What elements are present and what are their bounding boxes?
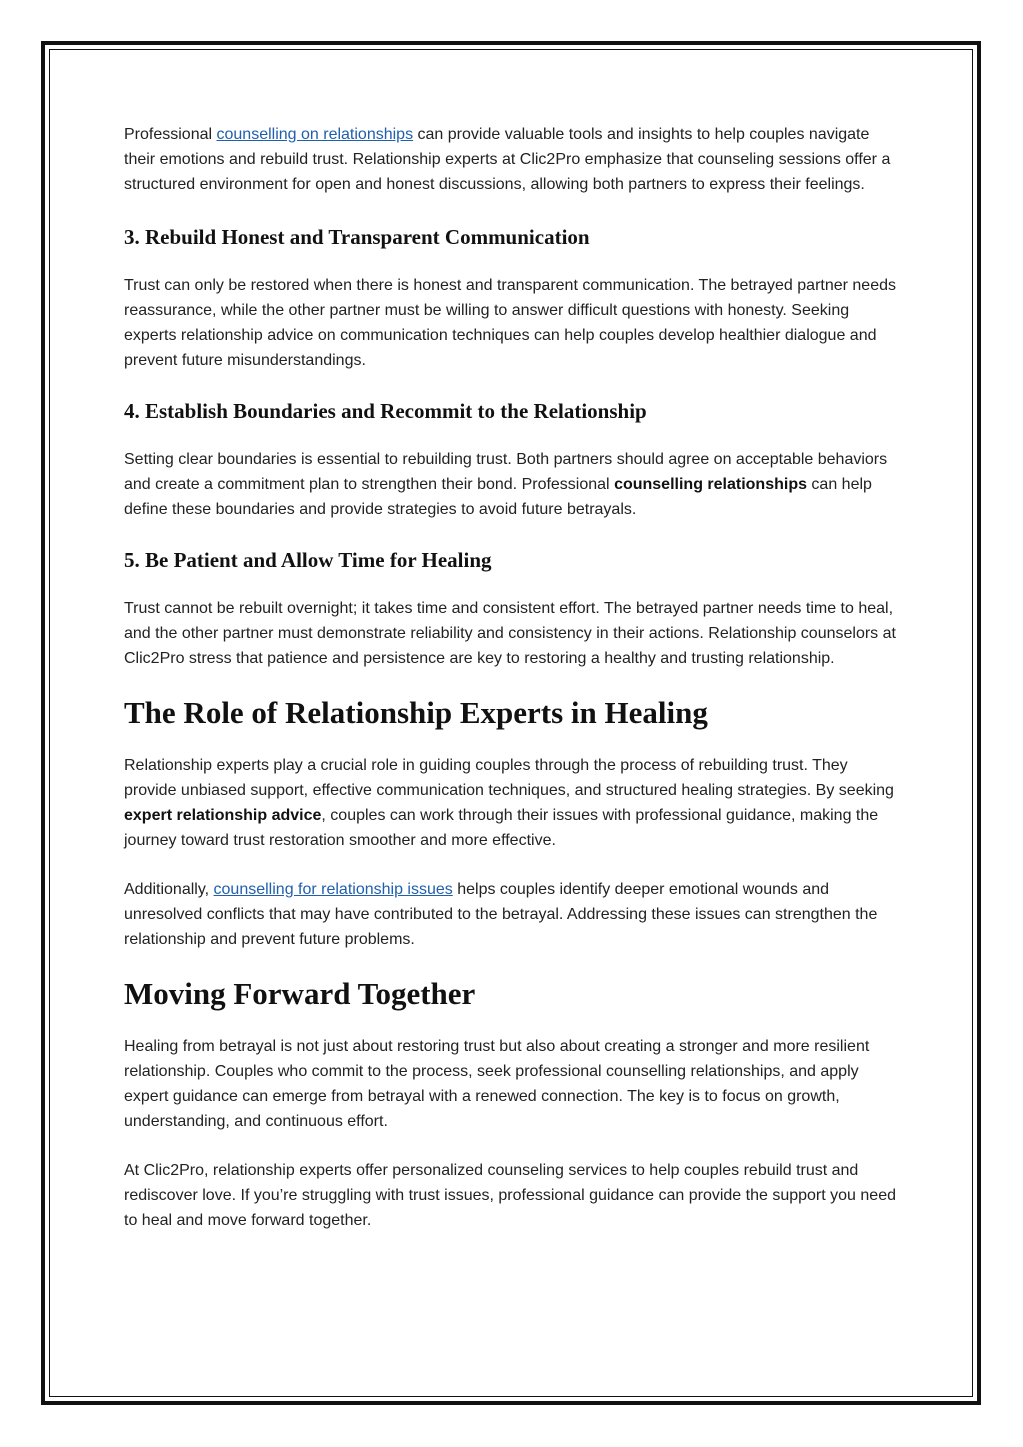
heading-establish-boundaries: 4. Establish Boundaries and Recommit to the Relationship (124, 399, 647, 423)
paragraph-boundaries: Setting clear boundaries is essential to rebuilding trust. Both partners should agree on acceptable behaviors and create a commitment plan to strengthen their bond. Professional counselling relationships can help define these boundaries and provide strategies to avoid future betrayals. (124, 451, 888, 518)
paragraph-healing: Healing from betrayal is not just about restoring trust but also about creating a stronger and more resilient relationship. Couples who commit to the process, seek professional counselling relationships, and apply expert guidance can emerge from betrayal with a renewed connection. The key is to focus on growth, understanding, and continuous effort. (124, 1038, 870, 1130)
paragraph-clic2pro: At Clic2Pro, relationship experts offer personalized counseling services to help couples rebuild trust and rediscover love. If you’re struggling with trust issues, professional guidance can provide the support you need to heal and move forward together. (124, 1162, 896, 1229)
document-body (124, 122, 904, 1233)
heading-rebuild-communication: 3. Rebuild Honest and Transparent Communication (124, 225, 590, 249)
bold-expert-relationship-advice: expert relationship advice (124, 807, 322, 824)
paragraph-role-of-experts: Relationship experts play a crucial role in guiding couples through the process of rebuilding trust. They provide unbiased support, effective communication techniques, and structured healing strategies. By seeking expert relationship advice, couples can work through their issues with professional guidance, making the journey toward trust restoration smoother and more effective. (124, 757, 894, 849)
link-counselling-for-relationship-issues[interactable]: counselling for relationship issues (213, 881, 453, 898)
paragraph-additionally: Additionally, counselling for relationship issues helps couples identify deeper emotional wounds and unresolved conflicts that may have contributed to the betrayal. Addressing these issues can strengthen the relationship and prevent future problems. (124, 881, 878, 948)
paragraph-communication: Trust can only be restored when there is honest and transparent communication. The betrayed partner needs reassurance, while the other partner must be willing to answer difficult questions with honesty. Seeking experts relationship advice on communication techniques can help couples develop healthier dialogue and prevent future misunderstandings. (124, 277, 896, 369)
paragraph-counselling-intro: Professional counselling on relationships can provide valuable tools and insights to help couples navigate their emotions and rebuild trust. Relationship experts at Clic2Pro emphasize that counseling sessions offer a structured environment for open and honest discussions, allowing both partners to express their feelings. (124, 126, 891, 193)
heading-role-of-experts: The Role of Relationship Experts in Healing (124, 695, 708, 730)
link-counselling-on-relationships[interactable]: counselling on relationships (216, 126, 414, 143)
bold-counselling-relationships: counselling relationships (614, 476, 807, 493)
heading-be-patient: 5. Be Patient and Allow Time for Healing (124, 548, 492, 572)
heading-moving-forward: Moving Forward Together (124, 976, 476, 1011)
paragraph-patience: Trust cannot be rebuilt overnight; it takes time and consistent effort. The betrayed partner needs time to heal, and the other partner must demonstrate reliability and consistency in their actions. Relationship counselors at Clic2Pro stress that patience and persistence are key to restoring a healthy and trusting relationship. (124, 600, 896, 667)
